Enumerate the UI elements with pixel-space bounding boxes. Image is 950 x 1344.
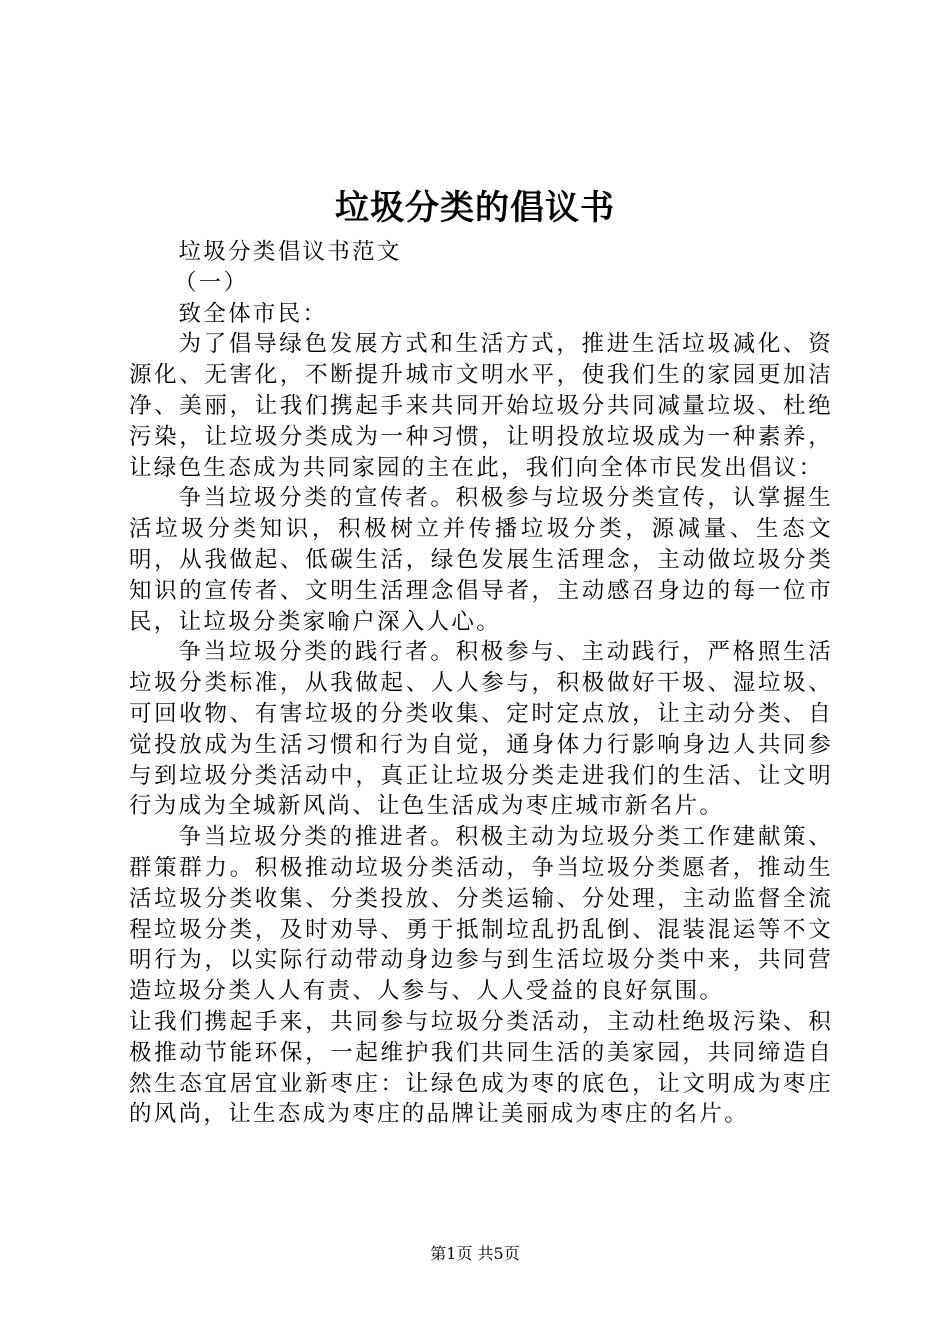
- page-footer: 第1页 共5页: [430, 1244, 520, 1263]
- salutation: 致全体市民：: [178, 300, 328, 327]
- paragraph: 争当垃圾分类的践行者。积极参与、主动践行，严格照生活垃圾分类标准，从我做起、人人参与，积极做好干圾、湿垃圾、可回收物、有害垃圾的分类收集、定时定点放，让主动分类、自觉投放成为生活习惯和行为自觉，通身体力行影响身边人共同参与到垃圾分类活动中，真正让垃圾分类走进我们的生活、让文明行为成为全城新风尚、让色生活成为枣庄城市新名片。: [129, 639, 833, 820]
- subtitle: 垃圾分类倡议书范文: [178, 239, 402, 265]
- document-body: [129, 237, 833, 1130]
- closing-paragraph: 让我们携起手来，共同参与垃圾分类活动，主动杜绝圾污染、积极推动节能环保，一起维护我们共同生活的美家园，共同缔造自然生态宜居宜业新枣庄：让绿色成为枣的底色，让文明成为枣庄的风尚，让生态成为枣庄的品牌让美丽成为枣庄的名片。: [129, 1008, 833, 1128]
- paragraph: 为了倡导绿色发展方式和生活方式，推进生活垃圾减化、资源化、无害化，不断提升城市文明水平，使我们生的家园更加洁净、美丽，让我们携起手来共同开始垃圾分共同减量垃圾、杜绝污染，让垃圾分类成为一种习惯，让明投放垃圾成为一种素养，让绿色生态成为共同家园的主在此，我们向全体市民发出倡议：: [129, 331, 833, 481]
- document-title: 垃圾分类的倡议书: [335, 188, 615, 228]
- paragraph: 争当垃圾分类的宣传者。积极参与垃圾分类宣传，认掌握生活垃圾分类知识，积极树立并传播垃圾分类，源减量、生态文明，从我做起、低碳生活，绿色发展生活理念，主动做垃圾分类知识的宣传者、文明生活理念倡导者，主动感召身边的每一位市民，让垃圾分类家喻户深入人心。: [129, 485, 833, 635]
- section-number: （一）: [174, 269, 249, 296]
- paragraph: 争当垃圾分类的推进者。积极主动为垃圾分类工作建献策、群策群力。积极推动垃圾分类活动，争当垃圾分类愿者，推动生活垃圾分类收集、分类投放、分类运输、分处理，主动监督全流程垃圾分类，及时劝导、勇于抵制垃乱扔乱倒、混装混运等不文明行为，以实际行动带动身边参与到生活垃圾分类中来，共同营造垃圾分类人人有责、人参与、人人受益的良好氛围。: [129, 824, 833, 1005]
